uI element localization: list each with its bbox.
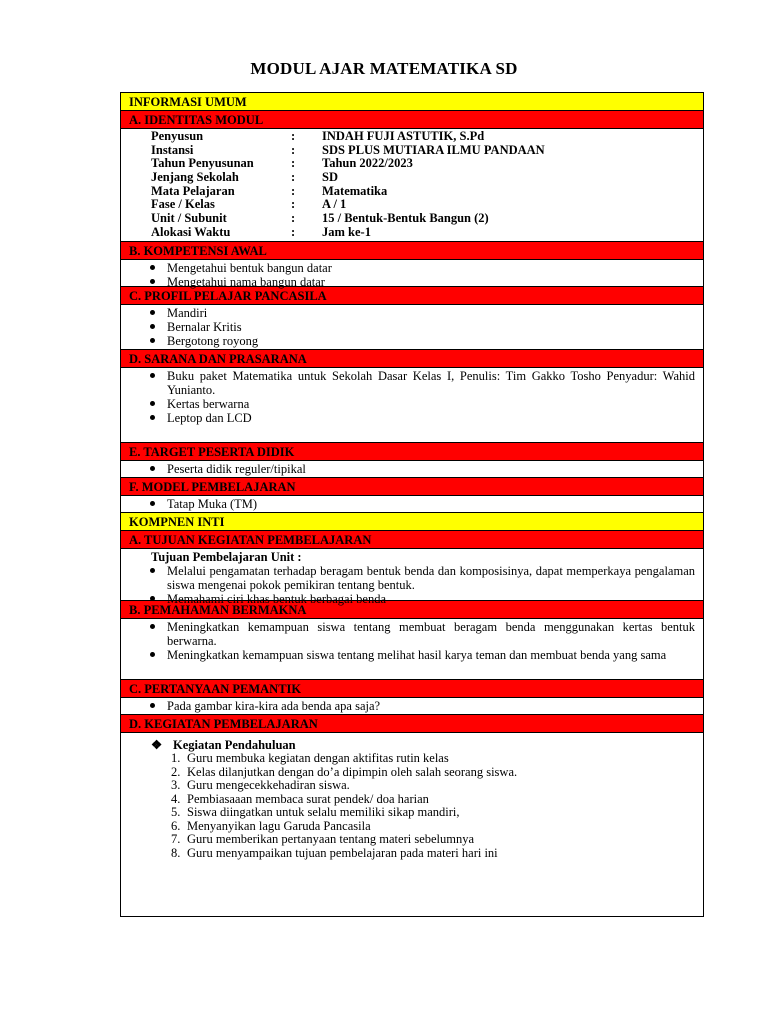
identitas-key: Unit / Subunit [151,211,227,226]
identitas-row [151,212,703,226]
step-text: Guru mengecekkehadiran siswa. [187,778,350,792]
section-tujuan-kegiatan: A. TUJUAN KEGIATAN PEMBELAJARAN [121,531,703,549]
sarana-body [121,368,703,443]
section-target-peserta: E. TARGET PESERTA DIDIK [121,443,703,461]
identitas-key: Penyusun [151,129,204,143]
step-number: 8. [171,845,181,860]
section-pemahaman-bermakna: B. PEMAHAMAN BERMAKNA [121,601,703,619]
kegiatan-body [121,733,703,916]
identitas-row [151,198,703,212]
list-item: Mandiri [149,306,695,320]
list-item: Meningkatkan kemampuan siswa tentang membuat beragam benda menggunakan kertas bentuk berwarna. [149,620,695,648]
identitas-value: Matematika [322,183,388,198]
list-item: Melalui pengamatan terhadap beragam bentuk benda dan komposisinya, dapat memperkaya pengalaman siswa mengenai pokok pemikiran tentang bentuk. [149,564,695,592]
pertanyaan-body [121,698,703,715]
identitas-key: Instansi [151,142,194,157]
diamond-bullet-icon: ❖ [151,738,163,752]
identitas-separator: : [291,183,296,198]
list-item: Tatap Muka (TM) [149,497,695,511]
kegiatan-step [171,752,703,766]
bullet-list [121,619,703,662]
section-identitas-modul: A. IDENTITAS MODUL [121,111,703,129]
identitas-separator: : [291,170,296,185]
step-text: Siswa diingatkan untuk selalu memiliki sikap mandiri, [187,805,460,819]
identitas-value: SD [322,170,338,185]
bullet-list [121,260,703,289]
bullet-list [121,564,703,606]
identitas-value: A / 1 [322,197,347,212]
identitas-key: Alokasi Waktu [151,224,231,239]
kegiatan-step [171,766,703,780]
module-table [120,92,704,917]
list-item: Memahami ciri khas bentuk berbagai benda [149,592,695,606]
section-profil-pelajar: C. PROFIL PELAJAR PANCASILA [121,287,703,305]
bullet-list [121,368,703,425]
kegiatan-subtitle: Kegiatan Pendahuluan [173,738,296,752]
section-model-pembelajaran: F. MODEL PEMBELAJARAN [121,478,703,496]
list-item: Kertas berwarna [149,397,695,411]
kegiatan-step [171,820,703,834]
tujuan-subtitle: Tujuan Pembelajaran Unit : [151,550,302,564]
step-number: 4. [171,791,181,806]
identitas-separator: : [291,211,296,226]
step-text: Guru menyampaikan tujuan pembelajaran pada materi hari ini [187,845,498,860]
identitas-row [151,157,703,171]
list-item: Peserta didik reguler/tipikal [149,462,695,476]
kegiatan-pendahuluan-heading [121,733,703,752]
step-number: 2. [171,764,181,779]
step-text: Menyanyikan lagu Garuda Pancasila [187,818,371,833]
identitas-separator: : [291,142,296,157]
identitas-key: Mata Pelajaran [151,183,235,198]
step-number: 6. [171,818,181,833]
kegiatan-step [171,806,703,820]
step-text: Guru memberikan pertanyaan tentang materi sebelumnya [187,832,475,846]
kegiatan-step [171,847,703,861]
list-item: Mengetahui bentuk bangun datar [149,261,695,275]
identitas-separator: : [291,197,296,212]
identitas-separator: : [291,156,296,171]
step-text: Guru membuka kegiatan dengan aktifitas rutin kelas [187,751,449,765]
identitas-row [151,144,703,158]
identitas-row [151,185,703,199]
kegiatan-steps [121,752,703,860]
step-number: 5. [171,805,181,819]
identitas-value: SDS PLUS MUTIARA ILMU PANDAAN [322,142,545,157]
step-number: 1. [171,751,181,765]
identitas-value: Tahun 2022/2023 [322,156,413,171]
list-item: Meningkatkan kemampuan siswa tentang melihat hasil karya teman dan membuat benda yang sama [149,648,695,662]
identitas-separator: : [291,224,296,239]
list-item: Mengetahui nama bangun datar [149,275,695,289]
identitas-value: INDAH FUJI ASTUTIK, S.Pd [322,129,485,143]
identitas-key: Tahun Penyusunan [151,156,254,171]
bullet-list [121,698,703,713]
list-item: Bergotong royong [149,334,695,348]
step-text: Pembiasaaan membaca surat pendek/ doa harian [187,791,429,806]
tujuan-body [121,549,703,606]
step-number: 3. [171,778,181,792]
identitas-table [121,129,703,242]
identitas-separator: : [291,129,296,143]
identitas-key: Fase / Kelas [151,197,215,212]
kompetensi-body [121,260,703,287]
section-informasi-umum: INFORMASI UMUM [121,93,703,111]
bullet-list [121,461,703,476]
model-body [121,496,703,513]
bullet-list [121,496,703,511]
pemahaman-body [121,619,703,680]
section-sarana-prasarana: D. SARANA DAN PRASARANA [121,350,703,368]
kegiatan-step [171,833,703,847]
identitas-row [151,130,703,144]
list-item: Buku paket Matematika untuk Sekolah Dasar Kelas I, Penulis: Tim Gakko Tosho Penyadur: Wahid Yunianto. [149,369,695,397]
profil-body [121,305,703,350]
list-item: Leptop dan LCD [149,411,695,425]
kegiatan-step [171,793,703,807]
target-body [121,461,703,478]
list-item: Bernalar Kritis [149,320,695,334]
identitas-value: 15 / Bentuk-Bentuk Bangun (2) [322,211,489,226]
document-title: MODUL AJAR MATEMATIKA SD [250,59,518,78]
kegiatan-step [171,779,703,793]
identitas-row [151,226,703,240]
identitas-value: Jam ke-1 [322,224,371,239]
section-kegiatan-pembelajaran: D. KEGIATAN PEMBELAJARAN [121,715,703,733]
list-item: Pada gambar kira-kira ada benda apa saja? [149,699,695,713]
step-number: 7. [171,832,181,846]
bullet-list [121,305,703,348]
section-komponen-inti: KOMPNEN INTI [121,513,703,531]
identitas-row [151,171,703,185]
identitas-key: Jenjang Sekolah [151,170,239,185]
section-pertanyaan-pemantik: C. PERTANYAAN PEMANTIK [121,680,703,698]
section-kompetensi-awal: B. KOMPETENSI AWAL [121,242,703,260]
step-text: Kelas dilanjutkan dengan do’a dipimpin oleh salah seorang siswa. [187,764,518,779]
